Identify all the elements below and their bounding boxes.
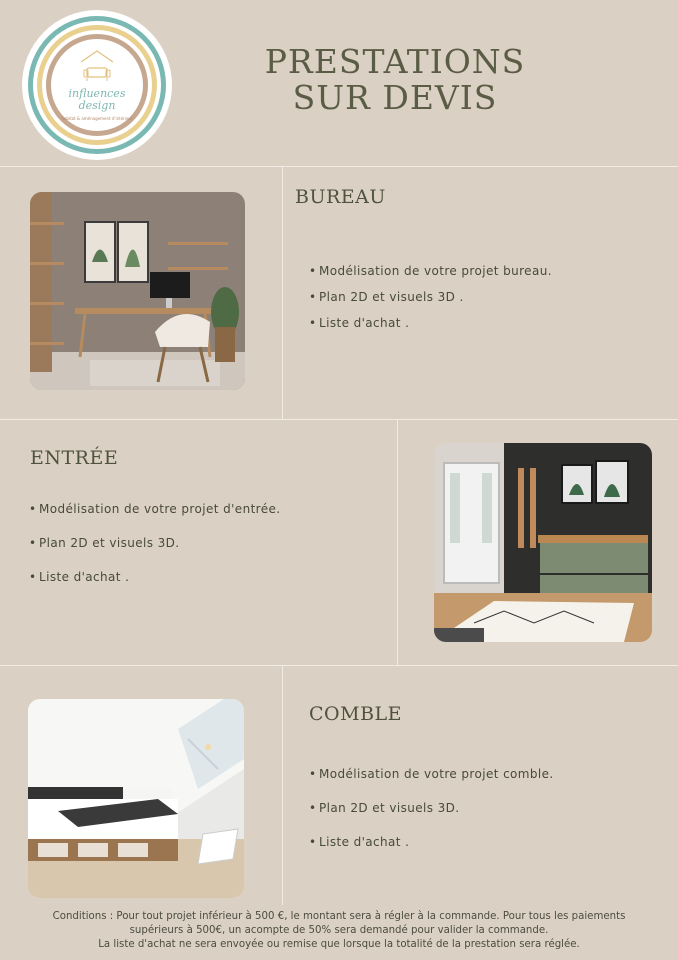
- entree-list: [29, 502, 281, 584]
- comble-photo: [28, 699, 244, 898]
- divider-middle: [0, 419, 678, 420]
- divider-top: [0, 166, 678, 167]
- list-item: • Modélisation de votre projet comble.: [309, 767, 554, 781]
- divider-vertical-bureau: [282, 166, 283, 419]
- section-title-entree: ENTRÉE: [30, 447, 119, 469]
- entree-photo: [434, 443, 652, 642]
- logo-name: influences: [68, 87, 126, 100]
- bureau-list: [309, 264, 552, 330]
- conditions-line-3: La liste d'achat ne sera envoyée ou remise que lorsque la totalité de la prestation sera réglée.: [98, 939, 580, 950]
- list-item: • Plan 2D et visuels 3D .: [309, 290, 552, 304]
- comble-list: [309, 767, 554, 849]
- divider-vertical-entree: [397, 419, 398, 665]
- list-item: • Modélisation de votre projet d'entrée.: [29, 502, 281, 516]
- list-item: • Liste d'achat .: [309, 835, 554, 849]
- title-line-2: SUR DEVIS: [292, 78, 498, 117]
- divider-bottom: [0, 665, 678, 666]
- list-item: • Plan 2D et visuels 3D.: [29, 536, 281, 550]
- divider-vertical-comble: [282, 665, 283, 905]
- sofa-icon: [77, 48, 117, 88]
- conditions-line-2: supérieurs à 500€, un acompte de 50% sera demandé pour valider la commande.: [129, 925, 549, 936]
- conditions-line-1: Conditions : Pour tout projet inférieur à 500 €, le montant sera à régler à la commande. Pour tous les paiements: [52, 911, 626, 922]
- page-title: [240, 44, 550, 116]
- list-item: • Plan 2D et visuels 3D.: [309, 801, 554, 815]
- bureau-photo: [30, 192, 245, 390]
- brand-logo: [22, 10, 172, 160]
- list-item: • Liste d'achat .: [29, 570, 281, 584]
- list-item: • Liste d'achat .: [309, 316, 552, 330]
- title-line-1: PRESTATIONS: [264, 42, 526, 81]
- list-item: • Modélisation de votre projet bureau.: [309, 264, 552, 278]
- section-title-comble: COMBLE: [309, 703, 403, 725]
- logo-name2: design: [78, 99, 116, 112]
- logo-tagline: habitat & aménagement d'intérieur: [61, 116, 133, 121]
- conditions-text: [10, 910, 668, 952]
- section-title-bureau: BUREAU: [295, 186, 386, 208]
